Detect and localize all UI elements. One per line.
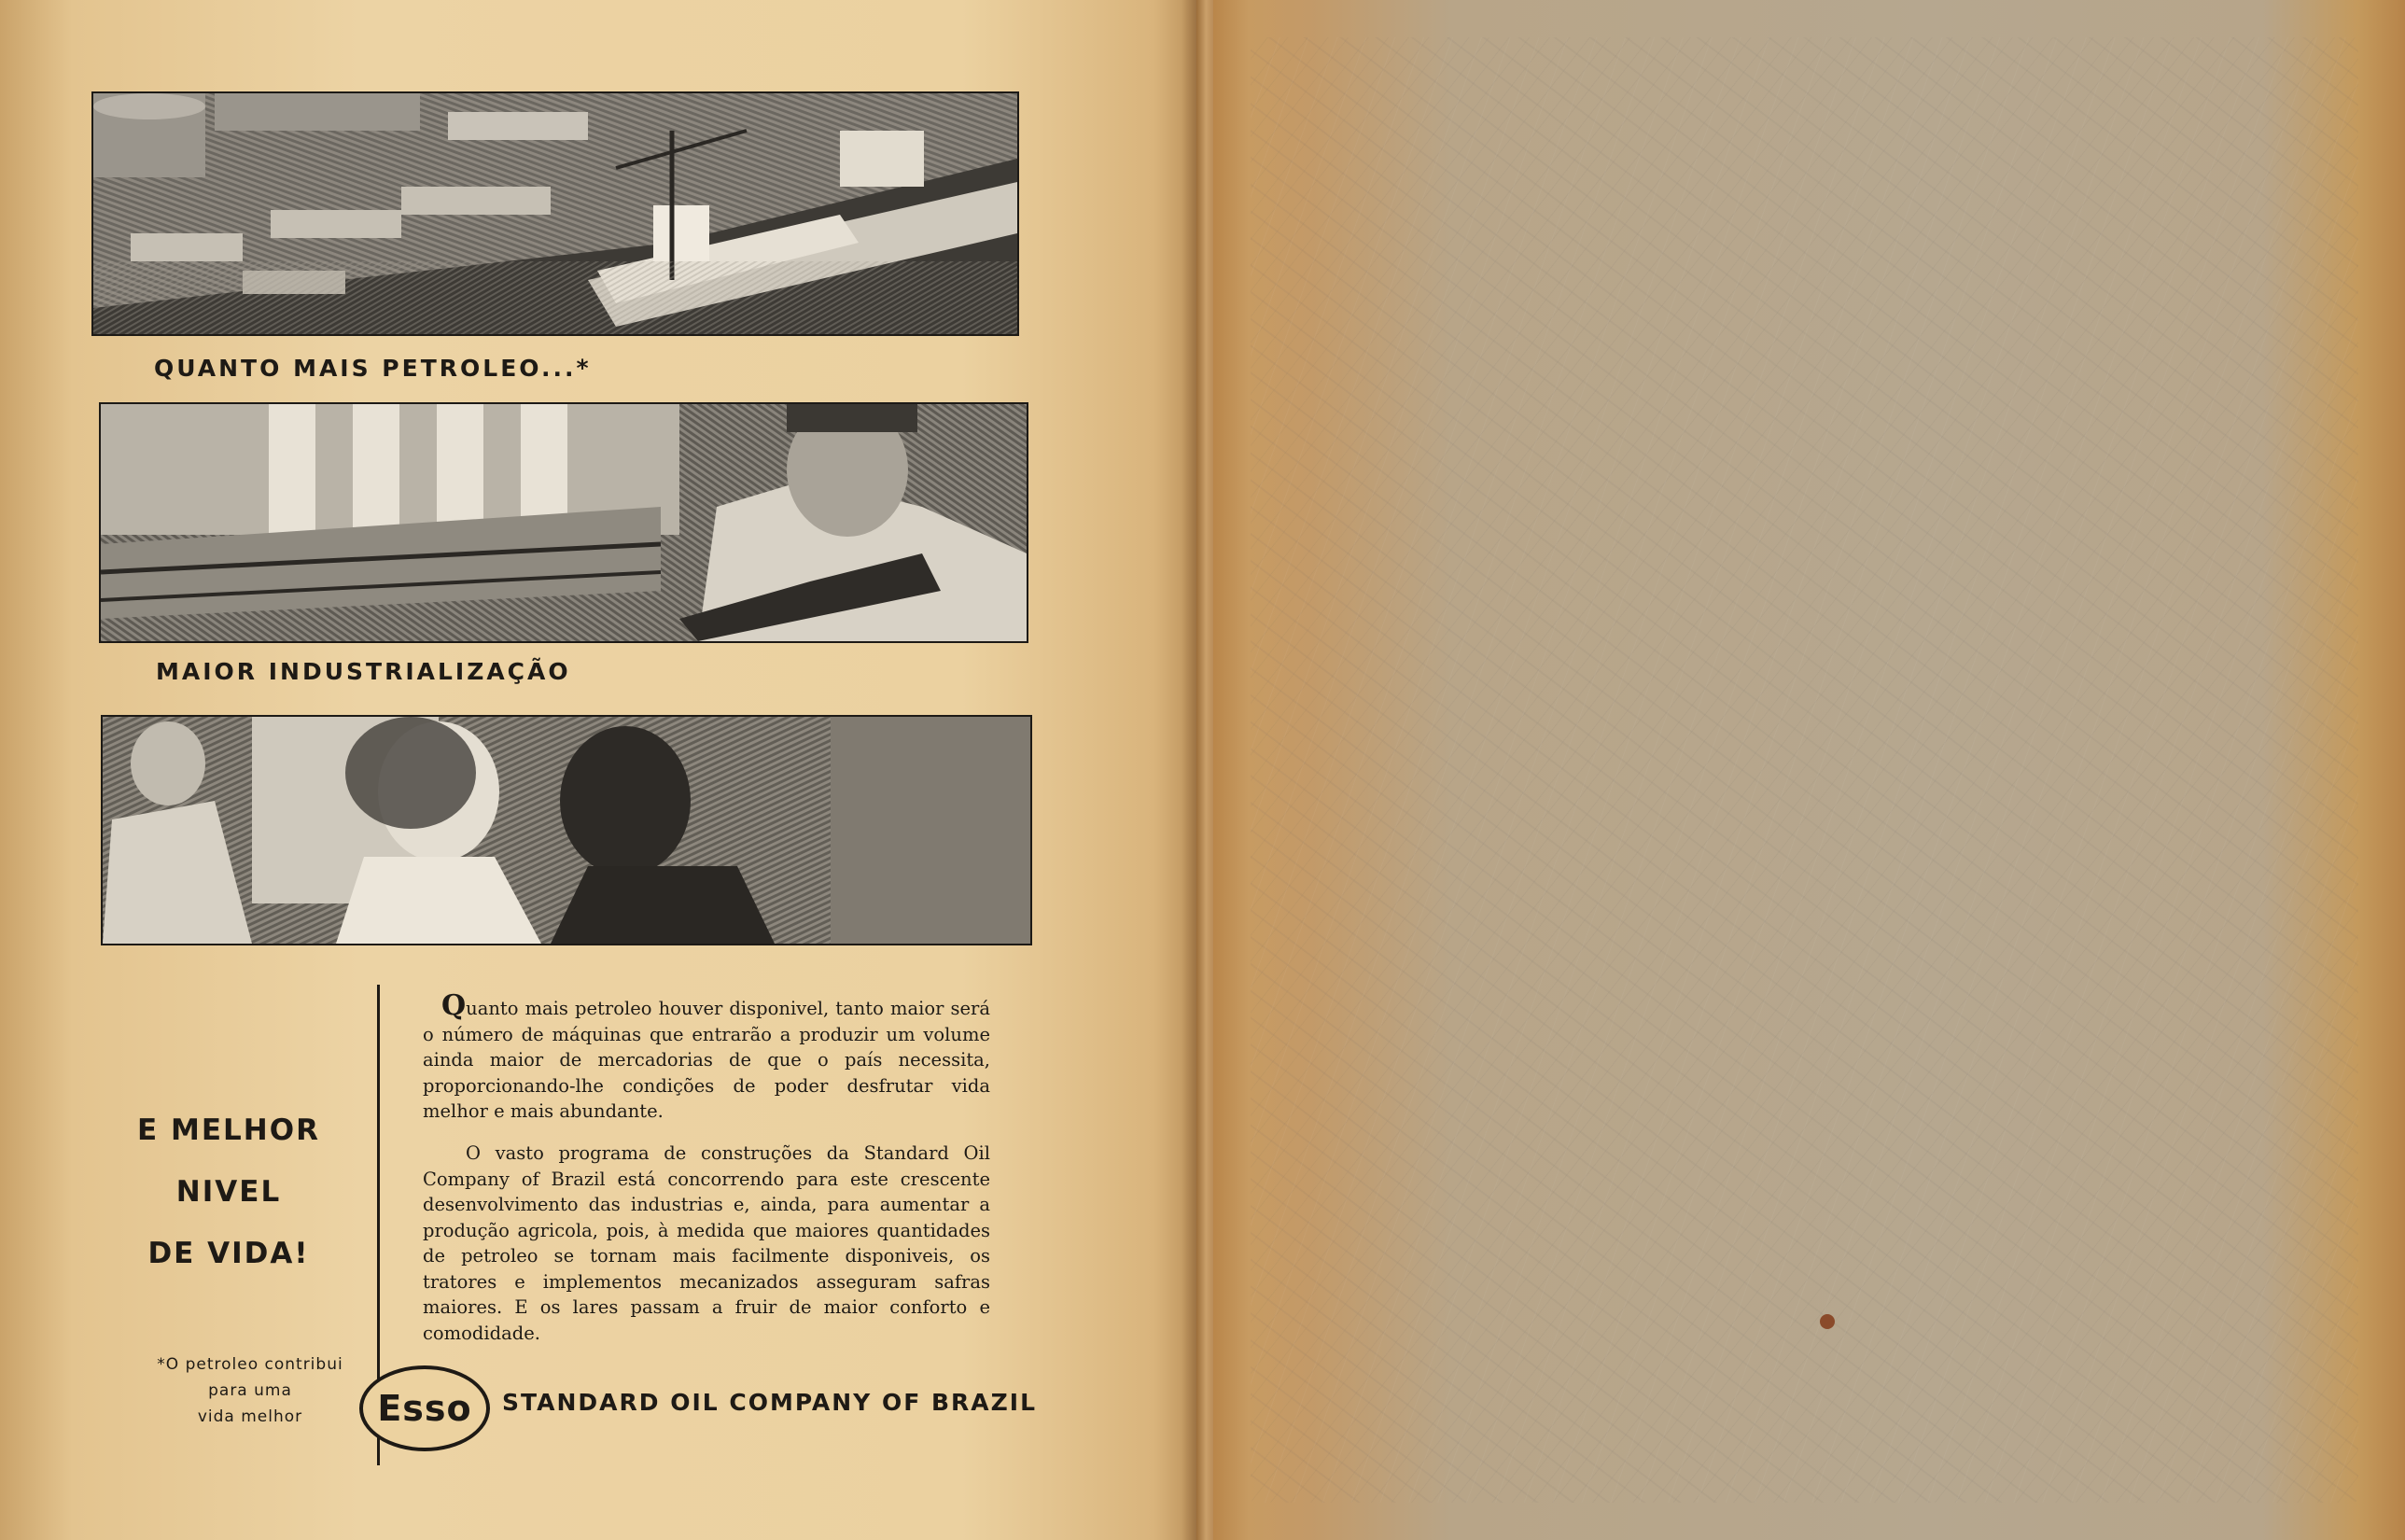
footnote-line-3: vida melhor bbox=[197, 1407, 303, 1426]
esso-logo-text: Esso bbox=[377, 1388, 472, 1429]
slogan-line-2: NIVEL bbox=[175, 1175, 282, 1209]
harbor-tanker-illustration bbox=[91, 91, 1019, 336]
advertisement-page bbox=[0, 0, 1202, 1540]
caption-more-industrialization: MAIOR INDUSTRIALIZAÇÃO bbox=[156, 658, 571, 685]
slogan-line-3: DE VIDA! bbox=[147, 1237, 310, 1270]
paper-texture bbox=[1251, 37, 2358, 1503]
company-name: STANDARD OIL COMPANY OF BRAZIL bbox=[502, 1389, 1038, 1416]
footnote-line-1: *O petroleo contribui bbox=[157, 1355, 343, 1374]
stain-spot bbox=[1820, 1314, 1835, 1329]
footnote-line-2: para uma bbox=[208, 1381, 292, 1400]
slogan-line-1: E MELHOR bbox=[137, 1113, 320, 1147]
blank-board-page bbox=[1213, 0, 2405, 1540]
factory-worker-illustration bbox=[99, 402, 1028, 643]
family-home-illustration bbox=[101, 715, 1032, 945]
body-paragraph-1: Quanto mais petroleo houver disponivel, tanto maior será o número de máquinas que entrarão a produzir um volume ainda maior de mercadorias de que o país necessita, proporcionando-lhe condições de poder desfrutar vida melhor e mais abundante. bbox=[423, 989, 990, 1122]
caption-more-petroleum: QUANTO MAIS PETROLEO...* bbox=[154, 355, 592, 382]
esso-logo bbox=[359, 1365, 490, 1451]
body-paragraph-2: O vasto programa de construções da Standard Oil Company of Brazil está concorrendo para este crescente desenvolvimento das industrias e, ainda, para aumentar a produção agricola, pois, à medida que maiores quantidades de petroleo se tornam mais facilmente disponiveis, os tratores e implementos mecanizados asseguram safras maiores. E os lares passam a fruir de maior conforto e comodidade. bbox=[423, 1142, 990, 1344]
